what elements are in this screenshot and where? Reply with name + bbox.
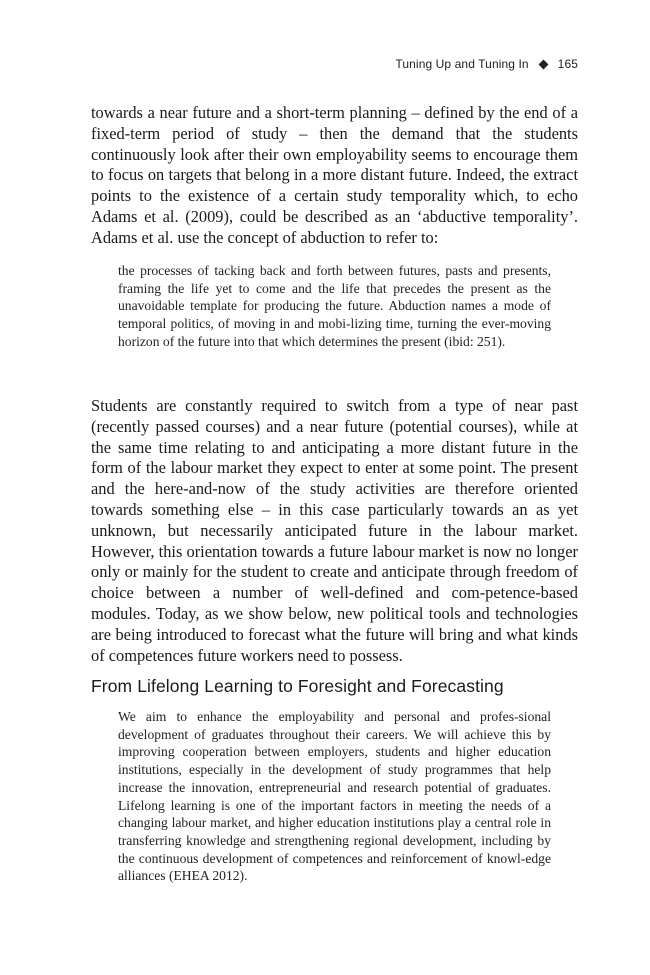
section-heading: From Lifelong Learning to Foresight and Forecasting [91,676,504,696]
block-quote-1: the processes of tacking back and forth between futures, pasts and presents, framing the life yet to come and the life that precedes the present as the unavoidable template for producing the future. Abduction names a mode of temporal politics, of moving in and mobi-lizing time, turning the ever-moving horizon of the future into that which determines the present (ibid: 251). [118,263,551,349]
diamond-icon [538,59,548,69]
running-head [395,57,578,71]
body-paragraph-1: towards a near future and a short-term planning – defined by the end of a fixed-term period of study – then the demand that the students continuously look after their own employability seems to encourage them to focus on targets that belong in a more distant future. Indeed, the extract points to the existence of a certain study temporality which, to echo Adams et al. (2009), could be described as an ‘abductive temporality’. Adams et al. use the concept of abduction to refer to: [91,103,578,247]
body-paragraph-2: Students are constantly required to switch from a type of near past (recently passed courses) and a near future (potential courses), while at the same time relating to and anticipating a more distant future in the form of the labour market they expect to enter at some point. The present and the here-and-now of the study activities are therefore oriented towards something else – in this case particularly towards an as yet unknown, but necessarily anticipated future in the labour market. However, this orientation towards a future labour market is now no longer only or mainly for the student to create and anticipate through freedom of choice between a number of well-defined and com-petence-based modules. Today, as we show below, new political tools and technologies are being introduced to forecast what the future will bring and what kinds of competences future workers need to possess. [91,396,578,665]
page-number: 165 [557,57,578,71]
block-quote-2: We aim to enhance the employability and personal and profes-sional development of graduates throughout their careers. We will achieve this by improving cooperation between employers, students and higher education institutions, especially in the development of study programmes that help increase the innovation, entrepreneurial and research potential of graduates. Lifelong learning is one of the important factors in meeting the needs of a changing labour market, and higher education institutions play a central role in transferring knowledge and strengthening regional development, including by the continuous development of competences and reinforcement of knowl-edge alliances (EHEA 2012). [118,709,551,884]
running-title: Tuning Up and Tuning In [395,57,529,71]
